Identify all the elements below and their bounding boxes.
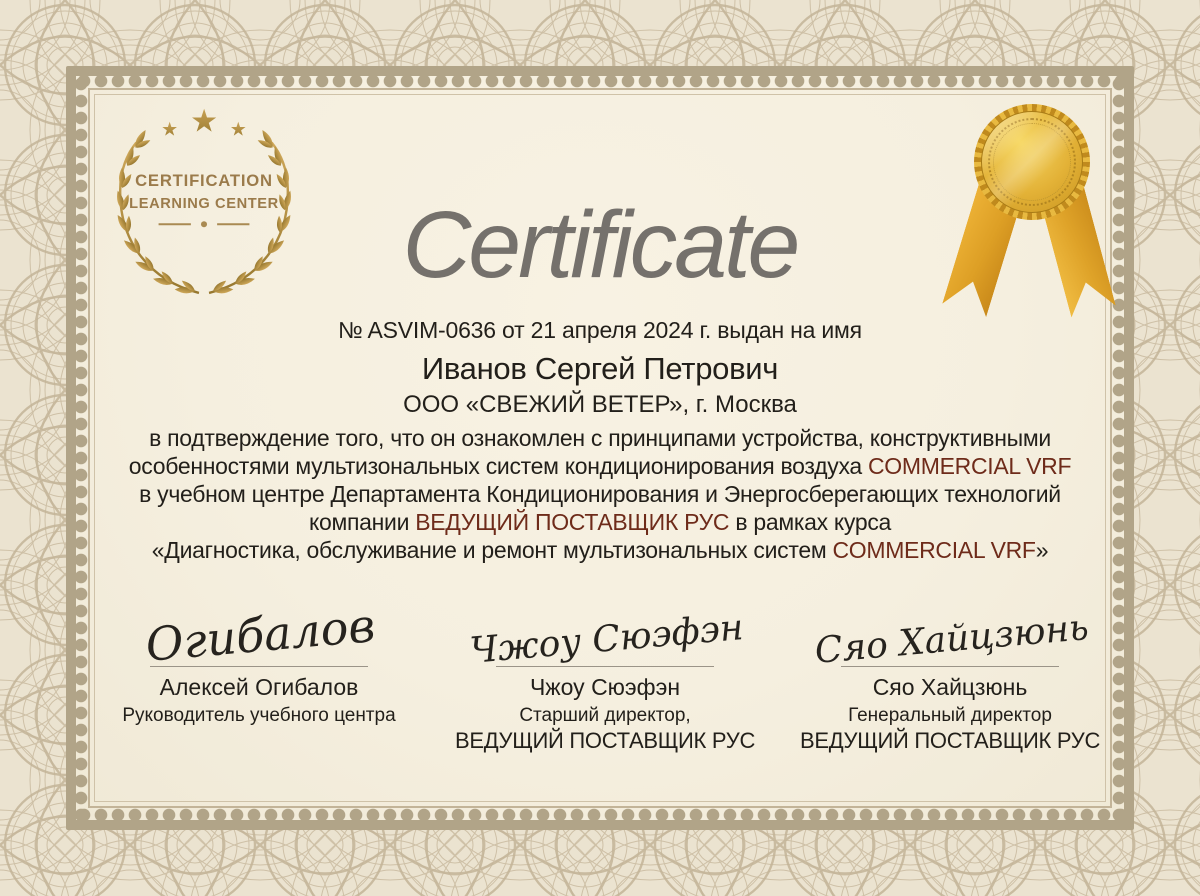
certificate-number-line: № ASVIM-0636 от 21 апреля 2024 г. выдан на имя — [338, 317, 862, 343]
body-text-segment: особенностями мультизональных систем кондиционирования воздуха — [128, 453, 868, 479]
signatory-name: Алексей Огибалов — [159, 674, 359, 700]
body-highlight-commercial-vrf: COMMERCIAL VRF — [832, 537, 1036, 563]
signature-handwriting: Огибалов — [143, 598, 378, 672]
certificate-body — [60, 424, 1140, 564]
body-text-segment: компании — [308, 509, 416, 535]
body-text-segment: » — [1035, 537, 1049, 563]
star-icon: ★ — [229, 119, 247, 141]
rosette-medallion — [974, 104, 1090, 220]
body-line — [60, 480, 1140, 508]
body-text-segment: «Диагностика, обслуживание и ремонт мультизональных систем — [151, 537, 833, 563]
signatory-company: ВЕДУЩИЙ ПОСТАВЩИК РУС — [454, 728, 756, 753]
body-line — [60, 424, 1140, 452]
body-text-segment: в подтверждение того, что он ознакомлен с принципами устройства, конструктивными — [149, 425, 1051, 451]
signatory-name: Сяо Хайцзюнь — [872, 674, 1028, 700]
logo-line1: CERTIFICATION — [135, 170, 273, 190]
signature-block-senior-director — [450, 582, 760, 754]
signatory-role: Генеральный директор — [848, 705, 1052, 726]
signatory-company: ВЕДУЩИЙ ПОСТАВЩИК РУС — [799, 728, 1101, 753]
body-text-segment: в рамках курса — [729, 509, 892, 535]
signatory-name: Чжоу Сюэфэн — [529, 674, 681, 700]
rosette-shine — [982, 112, 1082, 212]
signatory-role: Старший директор, — [519, 705, 691, 726]
signature-handwriting: Сяо Хайцзюнь — [813, 607, 1091, 672]
signature-block-general-director — [792, 582, 1108, 754]
star-icon: ★ — [161, 119, 179, 141]
signature-handwriting: Чжоу Сюэфэн — [468, 607, 746, 672]
body-line — [60, 536, 1140, 564]
body-line — [60, 452, 1140, 480]
certificate-title: Certificate — [402, 192, 798, 298]
body-text-segment: в учебном центре Департамента Кондиционирования и Энергосберегающих технологий — [139, 481, 1061, 507]
recipient-organization: ООО «СВЕЖИЙ ВЕТЕР», г. Москва — [403, 391, 797, 418]
signature-block-training-center-head — [108, 582, 410, 727]
logo-line2: LEARNING CENTER — [129, 196, 279, 213]
star-icon: ★ — [189, 103, 219, 139]
body-highlight-company: ВЕДУЩИЙ ПОСТАВЩИК РУС — [415, 509, 730, 535]
body-highlight-commercial-vrf: COMMERCIAL VRF — [867, 453, 1072, 479]
body-line — [60, 508, 1140, 536]
signatory-role: Руководитель учебного центра — [122, 705, 396, 726]
recipient-name: Иванов Сергей Петрович — [421, 351, 779, 386]
